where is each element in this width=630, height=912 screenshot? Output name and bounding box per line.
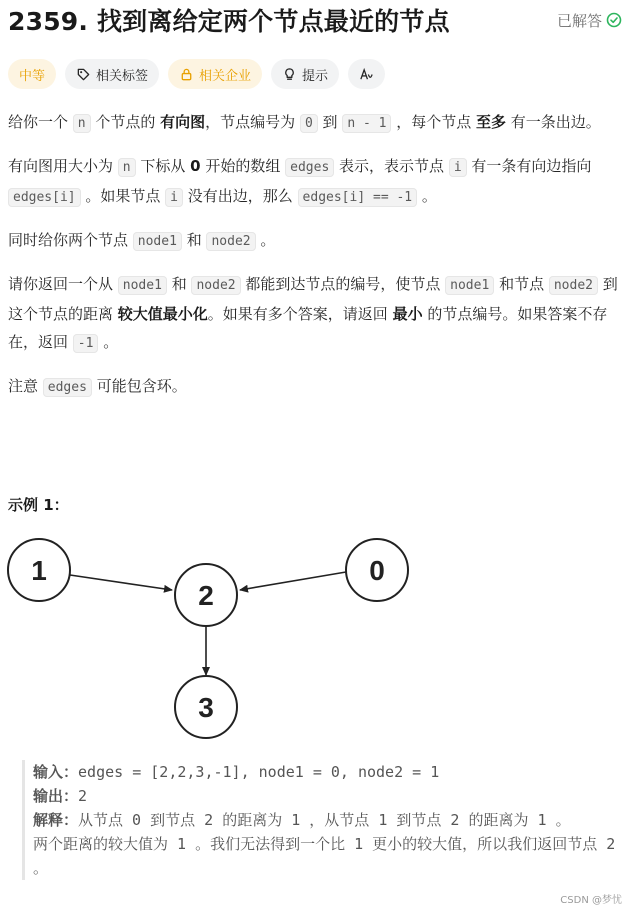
watermark: CSDN @梦忧 <box>560 895 622 906</box>
paragraph-3 <box>8 226 620 256</box>
text: 有一条有向边指向 <box>466 157 592 175</box>
bold-text: 较大值最小化 <box>117 305 208 323</box>
tag-icon <box>76 67 91 82</box>
inline-code: edges <box>285 158 334 177</box>
related-companies-button[interactable] <box>168 59 262 89</box>
paragraph-4 <box>8 270 620 358</box>
example-explanation-line <box>33 808 630 832</box>
inline-code: node1 <box>118 276 167 295</box>
text: 开始的数组 <box>200 157 286 175</box>
example-io-block <box>22 760 630 880</box>
edge-1-to-2 <box>70 575 172 590</box>
text: 同时给你两个节点 <box>8 231 133 249</box>
text: 到 <box>317 113 343 131</box>
hint-label: 提示 <box>302 68 329 84</box>
edge-0-to-2 <box>240 572 346 590</box>
text: 表示，表示节点 <box>334 157 449 175</box>
text: 下标从 <box>135 157 191 175</box>
text: ，每个节点 <box>391 113 477 131</box>
bold-text: 0 <box>190 157 201 175</box>
graph-node-label: 0 <box>369 555 385 586</box>
graph-node-1 <box>8 539 70 601</box>
inline-code: node1 <box>445 276 494 295</box>
bold-text: 最小 <box>392 305 423 323</box>
input-label: 输入： <box>33 763 79 781</box>
text: 。 <box>98 333 119 351</box>
output-label: 输出： <box>33 787 79 805</box>
inline-code: edges[i] == -1 <box>298 188 418 207</box>
text: 没有出边，那么 <box>183 187 298 205</box>
check-circle-icon <box>606 12 622 28</box>
text: 。如果有多个答案，请返回 <box>207 305 393 323</box>
text: 注意 <box>8 377 43 395</box>
text: 有向图用大小为 <box>8 157 118 175</box>
graph-node-2 <box>175 564 237 626</box>
text: ，节点编号为 <box>205 113 300 131</box>
related-tags-button[interactable] <box>65 59 159 89</box>
inline-code: -1 <box>73 334 99 353</box>
text: 。 <box>417 187 437 205</box>
text: 的节点编号。如果答案不存在，返回 <box>8 305 608 351</box>
inline-code: node2 <box>206 232 255 251</box>
inline-code: i <box>449 158 467 177</box>
translate-icon <box>359 67 374 82</box>
inline-code: n <box>73 114 91 133</box>
text: 和 <box>166 275 192 293</box>
graph-node-3 <box>175 676 237 738</box>
example-input-line <box>33 760 630 784</box>
example-graph <box>0 530 420 750</box>
bold-text: 有向图 <box>160 113 206 131</box>
related-companies-label: 相关企业 <box>199 68 252 84</box>
inline-code: i <box>165 188 183 207</box>
text: 都能到达节点的编号，使节点 <box>240 275 446 293</box>
lock-icon <box>179 67 194 82</box>
inline-code: node2 <box>549 276 598 295</box>
problem-description <box>8 108 620 416</box>
text: 。 <box>255 231 276 249</box>
text: 给你一个 <box>8 113 73 131</box>
inline-code: n <box>118 158 136 177</box>
text: 到这个节点的距离 <box>8 275 618 323</box>
inline-code: 0 <box>300 114 318 133</box>
explanation-text: 从节点 0 到节点 2 的距离为 1 ，从节点 1 到节点 2 的距离为 1 。 <box>78 811 571 829</box>
text: 和 <box>181 231 207 249</box>
text: 可能包含环。 <box>91 377 187 395</box>
inline-code: node1 <box>133 232 182 251</box>
graph-node-0 <box>346 539 408 601</box>
graph-node-label: 3 <box>198 692 214 723</box>
input-value: edges = [2,2,3,-1], node1 = 0, node2 = 1 <box>78 763 440 781</box>
text: 。如果节点 <box>80 187 166 205</box>
output-value: 2 <box>78 787 88 805</box>
inline-code: edges <box>43 378 92 397</box>
explanation-label: 解释： <box>33 811 79 829</box>
translate-button[interactable] <box>348 59 385 89</box>
inline-code: edges[i] <box>8 188 81 207</box>
hint-button[interactable] <box>271 59 339 89</box>
problem-title[interactable]: 2359. 找到离给定两个节点最近的节点 <box>8 7 450 36</box>
tag-bar <box>8 59 385 89</box>
example-output-line <box>33 784 630 808</box>
paragraph-1 <box>8 108 620 138</box>
solved-status <box>557 10 622 31</box>
example-explanation-line-2: 两个距离的较大值为 1 。我们无法得到一个比 1 更小的较大值，所以我们返回节点 2 。 <box>33 835 625 877</box>
solved-label: 已解答 <box>556 11 602 30</box>
inline-code: n - 1 <box>342 114 391 133</box>
difficulty-badge[interactable] <box>8 59 56 89</box>
text: 请你返回一个从 <box>8 275 118 293</box>
related-tags-label: 相关标签 <box>96 68 149 84</box>
text: 和节点 <box>494 275 549 293</box>
graph-node-label: 2 <box>198 580 214 611</box>
text: 个节点的 <box>90 113 161 131</box>
bold-text: 至多 <box>476 113 507 131</box>
lightbulb-icon <box>282 67 297 82</box>
paragraph-5 <box>8 372 620 402</box>
header <box>8 4 622 36</box>
paragraph-2 <box>8 152 620 212</box>
text: 有一条出边。 <box>506 113 601 131</box>
difficulty-label: 中等 <box>19 68 46 84</box>
graph-node-label: 1 <box>31 555 47 586</box>
example-title: 示例 1： <box>8 496 69 514</box>
inline-code: node2 <box>191 276 240 295</box>
